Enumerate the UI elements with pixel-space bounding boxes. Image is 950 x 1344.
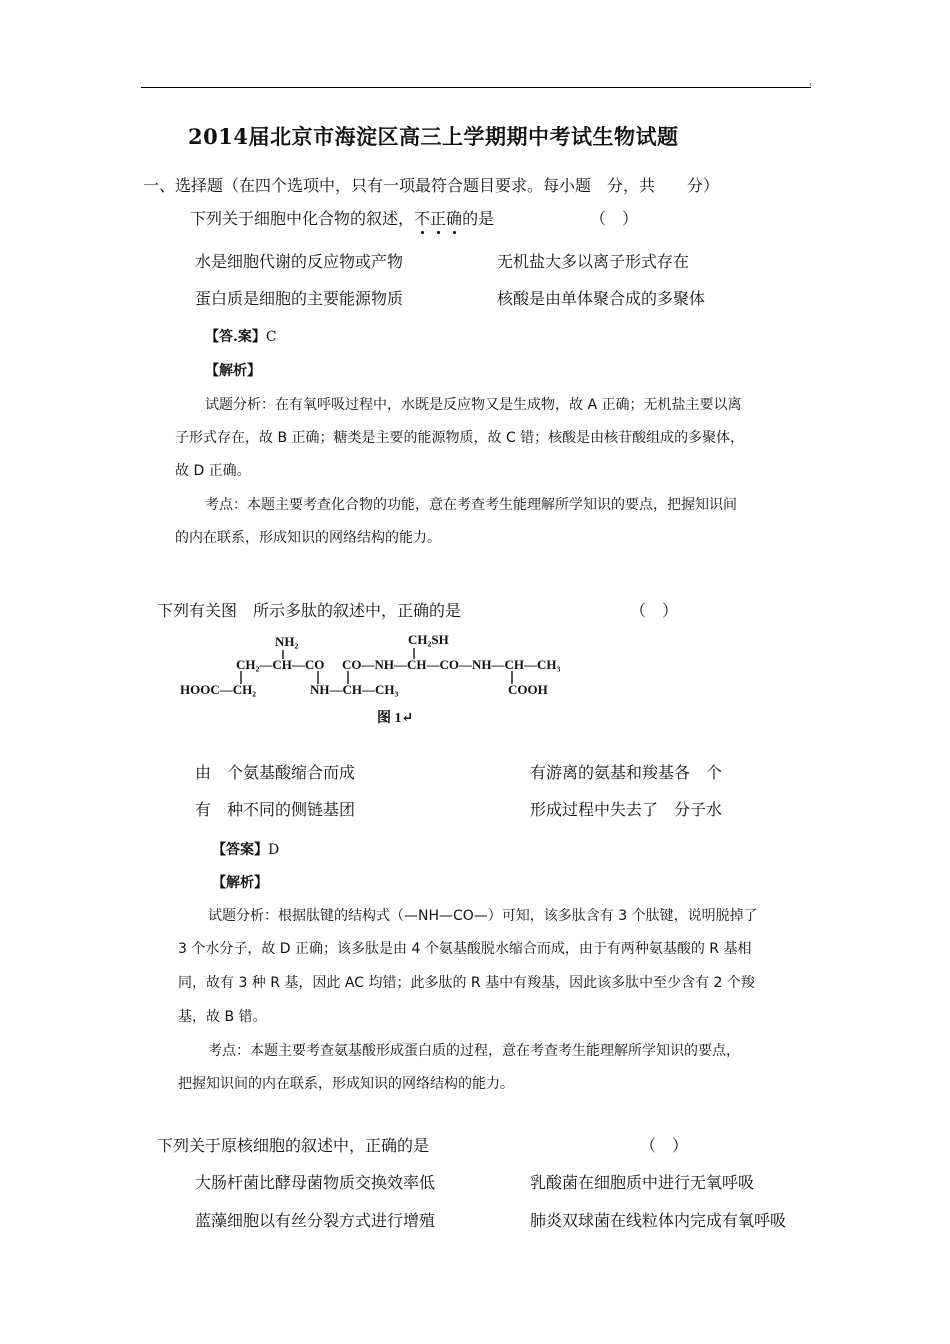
q3-option-c: 蓝藻细胞以有丝分裂方式进行增殖 xyxy=(195,1211,436,1230)
q2-note-line: 考点：本题主要考查氨基酸形成蛋白质的过程，意在考查考生能理解所学知识的要点， xyxy=(208,1043,740,1059)
q1-stem-suffix: 的是 xyxy=(462,209,495,228)
q1-emphasis-char: 正 xyxy=(430,209,447,228)
q3-option-b: 乳酸菌在细胞质中进行无氧呼吸 xyxy=(530,1173,755,1192)
q1-analysis-label: 【解析】 xyxy=(205,363,261,379)
q2-option-a: 由 个氨基酸缩合而成 xyxy=(195,763,356,782)
q1-option-b: 无机盐大多以离子形式存在 xyxy=(497,252,690,271)
thiol-group-label: CH₂SH xyxy=(408,632,449,647)
amino-group-label: NH₂ xyxy=(275,634,299,649)
q2-option-b: 有游离的氨基和羧基各 个 xyxy=(530,763,723,782)
header-rule-mark: ' xyxy=(809,83,812,93)
q1-answer-paren: （ ） xyxy=(590,209,639,228)
q3-option-d: 肺炎双球菌在线粒体内完成有氧呼吸 xyxy=(530,1211,787,1230)
q2-note-line: 把握知识间的内在联系，形成知识的网络结构的能力。 xyxy=(178,1076,514,1092)
chain-segment-4: NH—CH—CH₃ xyxy=(310,682,399,697)
q2-analysis-line: 3 个水分子，故 D 正确；该多肽是由 4 个氨基酸脱水缩合而成，由于有两种氨基酸的 R 基相 xyxy=(178,941,752,957)
chain-segment-3: HOOC—CH₂ xyxy=(180,682,257,697)
q3-answer-paren: （ ） xyxy=(640,1136,689,1155)
q2-answer xyxy=(212,839,279,859)
q1-emphasis-char: 不 xyxy=(414,209,431,228)
chain-segment-1: CH₂—CH—CO xyxy=(236,657,325,672)
figure-caption: 图 1↵ xyxy=(377,711,414,726)
section-heading: 一、选择题（在四个选项中，只有一项最符合题目要求。每小题 分，共 分） xyxy=(143,176,720,195)
q2-answer-label: 【答案】 xyxy=(212,842,268,858)
q1-analysis-line: 故 D 正确。 xyxy=(175,463,251,479)
q1-analysis-line: 子形式存在，故 B 正确；糖类是主要的能源物质，故 C 错；核酸是由核苷酸组成的多聚体， xyxy=(175,430,745,446)
q3-option-a: 大肠杆菌比酵母菌物质交换效率低 xyxy=(195,1173,436,1192)
q1-option-c: 蛋白质是细胞的主要能源物质 xyxy=(195,289,404,308)
q1-emphasis-char: 确 xyxy=(446,209,463,228)
q1-answer-label: 【答.案】 xyxy=(205,329,266,345)
q2-answer-value: D xyxy=(268,842,280,858)
q1-stem-prefix: 下列关于细胞中化合物的叙述， xyxy=(190,209,415,228)
q1-analysis-line: 试题分析：在有氧呼吸过程中，水既是反应物又是生成物，故 A 正确；无机盐主要以离 xyxy=(205,397,742,413)
q2-option-c: 有 种不同的侧链基团 xyxy=(195,800,356,819)
q2-stem: 下列有关图 所示多肽的叙述中，正确的是 xyxy=(157,601,462,620)
chain-segment-2: CO—NH—CH—CO—NH—CH—CH₃ xyxy=(342,657,561,672)
q2-answer-paren: （ ） xyxy=(630,601,679,620)
q1-note-line: 考点：本题主要考查化合物的功能，意在考查考生能理解所学知识的要点，把握知识间 xyxy=(205,497,737,513)
q1-option-d: 核酸是由单体聚合成的多聚体 xyxy=(497,289,706,308)
document-title: 2014届北京市海淀区高三上学期期中考试生物试题 xyxy=(188,124,679,149)
carboxyl-group-label: COOH xyxy=(508,682,548,697)
q2-analysis-label: 【解析】 xyxy=(212,875,268,891)
q2-analysis-line: 试题分析：根据肽键的结构式（—NH—CO—）可知，该多肽含有 3 个肽键，说明脱掉了 xyxy=(208,908,758,924)
q1-answer-value: C xyxy=(265,329,277,345)
q2-analysis-line: 同，故有 3 种 R 基，因此 AC 均错；此多肽的 R 基中有羧基，因此该多肽中至少含有 2 个羧 xyxy=(178,975,755,991)
q2-analysis-line: 基，故 B 错。 xyxy=(178,1009,267,1025)
q1-option-a: 水是细胞代谢的反应物或产物 xyxy=(195,252,404,271)
q2-option-d: 形成过程中失去了 分子水 xyxy=(530,800,723,819)
q3-stem: 下列关于原核细胞的叙述中，正确的是 xyxy=(157,1136,430,1155)
q1-note-line: 的内在联系，形成知识的网络结构的能力。 xyxy=(175,530,441,546)
